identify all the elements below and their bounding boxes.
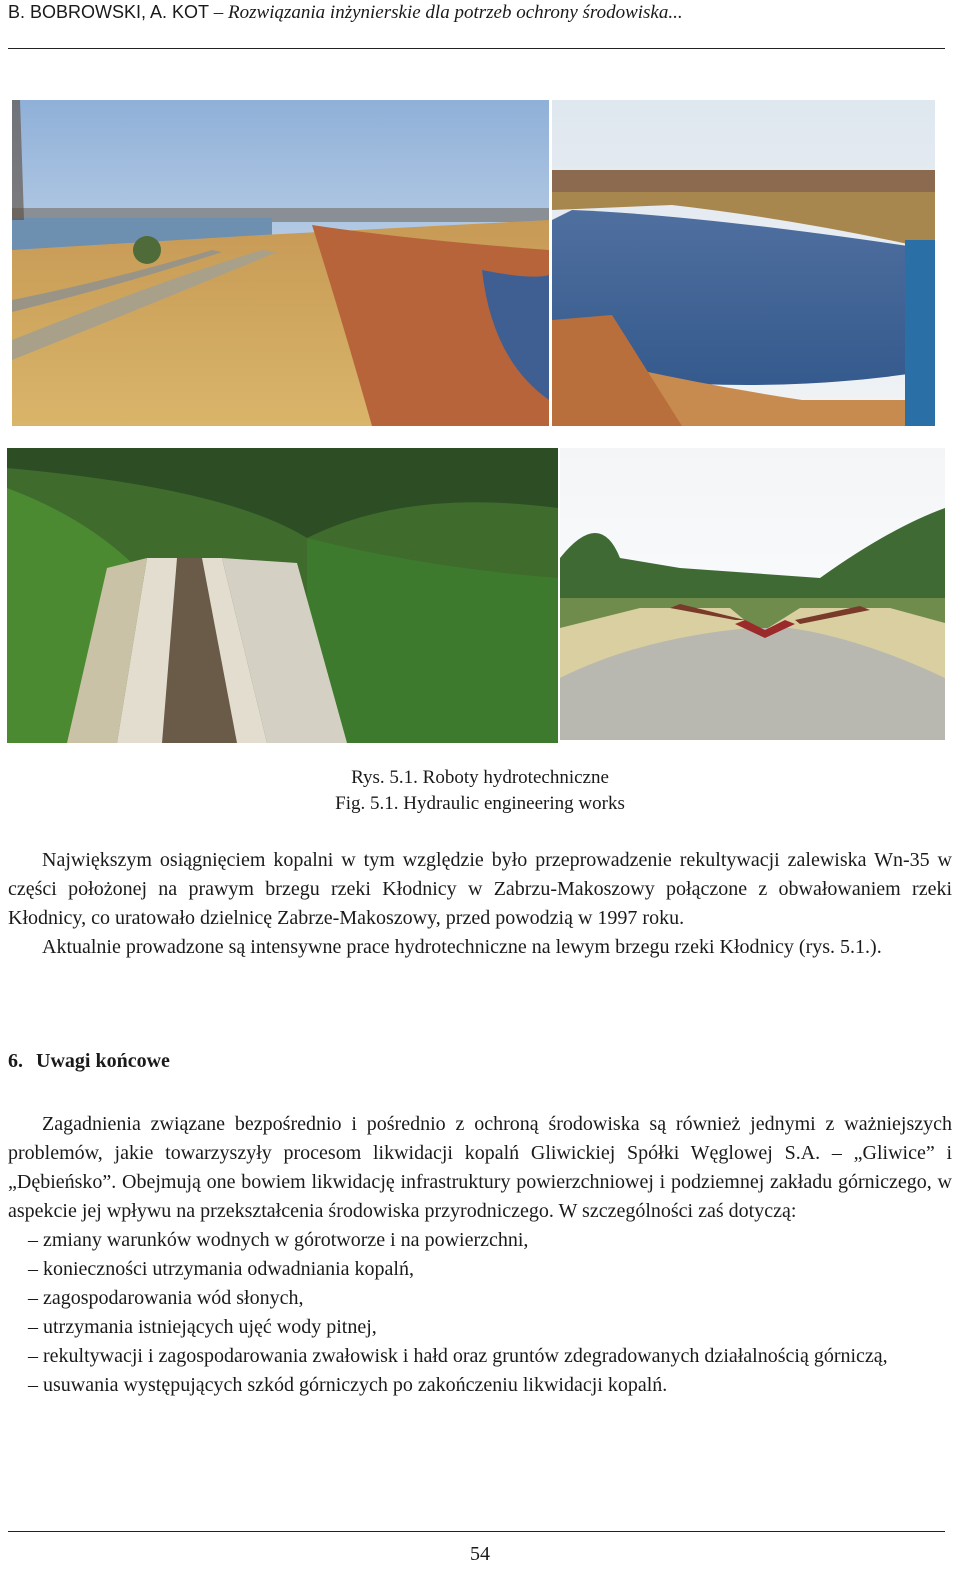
page-number: 54 xyxy=(470,1543,490,1565)
header-separator: – xyxy=(213,2,224,23)
header-authors: B. BOBROWSKI, A. KOT xyxy=(8,2,210,22)
section-paragraph: Zagadnienia związane bezpośrednio i pośrednio z ochroną środowiska są również jednymi z ważniejszych problemów, jakie towarzyszyły procesom likwidacji kopalń Gliwickiej Spółki Węglowej S.A. – „Gliwice” i „Dębieńsko”. Obejmują one bowiem likwidację infrastruktury powierzchniowej i podziemnej zakładu górniczego, w aspekcie jej wpływu na przekształcenia środowiska przyrodniczego. W szczególności zaś dotyczą: xyxy=(8,1113,952,1222)
paragraph-1: Największym osiągnięciem kopalni w tym względzie było przeprowadzenie rekultywacji zalewiska Wn-35 w części położonej na prawym brzegu rzeki Kłodnicy w Zabrzu-Makoszowy połączone z obwałowaniem rzeki Kłodnicy, co uratowało dzielnicę Zabrze-Makoszowy, przed powodzią w 1997 roku. xyxy=(8,849,952,929)
list-item: – usuwania występujących szkód górniczych po zakończeniu likwidacji kopalń. xyxy=(28,1374,668,1396)
photo-ditch-channel xyxy=(7,448,558,743)
caption-polish: Rys. 5.1. Roboty hydrotechniczne xyxy=(351,767,609,788)
section-body xyxy=(8,1110,952,1400)
list-item: – zmiany warunków wodnych w górotworze i na powierzchni, xyxy=(28,1229,529,1251)
list-item: – zagospodarowania wód słonych, xyxy=(28,1287,304,1309)
list-item: – konieczności utrzymania odwadniania kopalń, xyxy=(28,1258,414,1280)
list-item: – utrzymania istniejących ujęć wody pitnej, xyxy=(28,1316,377,1338)
photo-river-view xyxy=(552,100,935,426)
caption-english: Fig. 5.1. Hydraulic engineering works xyxy=(335,793,625,814)
section-number: 6. xyxy=(8,1050,23,1072)
photo-paved-spillway xyxy=(560,448,945,740)
list-item: – rekultywacji i zagospodarowania zwałowisk i hałd oraz gruntów zdegradowanych działalnością górniczą, xyxy=(28,1345,888,1367)
paragraph-2: Aktualnie prowadzone są intensywne prace hydrotechniczne na lewym brzegu rzeki Kłodnicy (rys. 5.1.). xyxy=(42,936,882,958)
section-title: Uwagi końcowe xyxy=(36,1050,170,1072)
header-title: Rozwiązania inżynierskie dla potrzeb ochrony środowiska... xyxy=(228,2,683,23)
footer-rule xyxy=(8,1531,945,1532)
running-header xyxy=(8,2,683,24)
bullet-list xyxy=(8,1226,952,1400)
header-rule xyxy=(8,48,945,49)
photo-embankment-meadow xyxy=(12,100,549,426)
section-heading xyxy=(8,1050,170,1073)
figure-caption xyxy=(0,765,960,817)
body-text xyxy=(8,846,952,962)
